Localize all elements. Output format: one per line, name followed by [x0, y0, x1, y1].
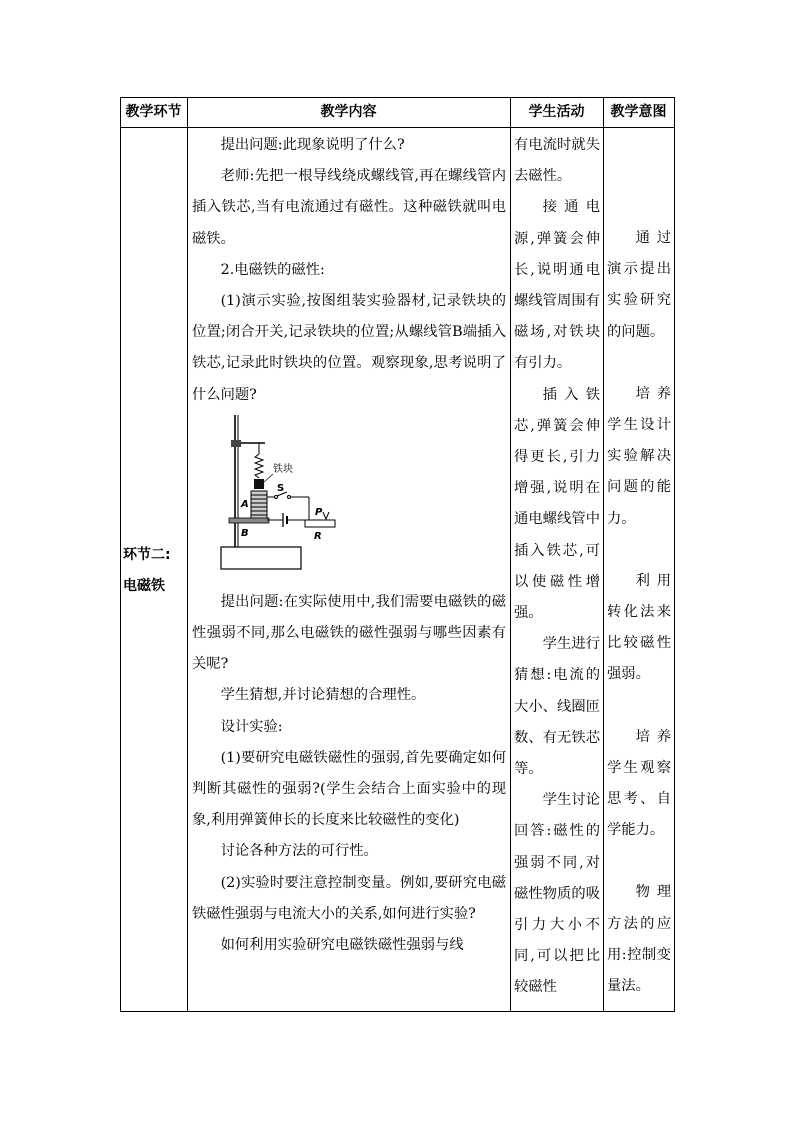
top-clamp [231, 440, 241, 447]
end-b-label: B [241, 528, 249, 539]
switch-label: S [277, 483, 285, 494]
header-stage: 教学环节 [125, 104, 182, 120]
column-divider-2 [510, 97, 511, 1012]
lower-clamp [229, 518, 269, 523]
rheostat-slider [323, 512, 329, 519]
activity-paragraph: 接通电源,弹簧会伸长,说明通电螺线管周围有磁场,对铁块有引力。 [514, 199, 600, 372]
content-paragraph: 老师:先把一根导线绕成螺线管,再在螺线管内插入铁芯,当有电流通过有磁性。这种磁铁就叫电磁铁。 [192, 168, 506, 247]
content-paragraphs-bottom [192, 587, 506, 961]
activity-paragraph: 有电流时就失去磁性。 [514, 137, 600, 185]
activity-paragraph: 学生讨论回答:磁性的强弱不同,对磁性物质的吸引力大小不同,可以把比较磁性 [514, 792, 600, 996]
teaching-intent-column [607, 130, 671, 1002]
column-divider-1 [187, 97, 188, 1012]
content-paragraph: 如何利用实验研究电磁铁磁性强弱与线 [220, 937, 464, 954]
intent-paragraphs [607, 223, 671, 1002]
lesson-table [120, 97, 675, 1012]
intent-paragraph: 物理方法的应用:控制变量法。 [607, 884, 671, 995]
intent-paragraph: 利用转化法来比较磁性强弱。 [607, 572, 671, 683]
table-border-bottom [120, 1011, 675, 1012]
rheostat-label: R [314, 531, 322, 542]
activity-paragraph: 学生进行猜想:电流的大小、线圈匝数、有无铁芯等。 [514, 636, 600, 778]
stand-base [221, 547, 301, 569]
header-divider [120, 127, 675, 128]
solenoid-coils [251, 495, 267, 519]
stage-label-line1: 环节二: [123, 547, 171, 563]
spring [255, 454, 263, 478]
activity-paragraph: 插入铁芯,弹簧会伸得更长,引力增强,说明在通电螺线管中插入铁芯,可以使磁性增强。 [514, 386, 600, 622]
content-paragraph: 提出问题:此现象说明了什么? [220, 137, 405, 153]
content-paragraph: (2)实验时要注意控制变量。例如,要研究电磁铁磁性强弱与电流大小的关系,如何进行实验? [192, 874, 506, 922]
student-activity-column [514, 130, 600, 1004]
column-divider-3 [603, 97, 604, 1012]
iron-block-label: 铁块 [273, 464, 293, 475]
content-paragraphs-top [192, 130, 506, 411]
content-paragraph: 2.电磁铁的磁性: [220, 261, 325, 278]
intent-paragraph: 通过演示提出实验研究的问题。 [607, 230, 671, 340]
table-border-left [120, 97, 121, 1012]
content-paragraph: 设计实验: [220, 718, 283, 735]
rheostat [305, 520, 335, 527]
header-student-activity: 学生活动 [528, 104, 585, 120]
end-a-label: A [241, 499, 249, 510]
content-paragraph: 提出问题:在实际使用中,我们需要电磁铁的磁性强弱不同,那么电磁铁的磁性强弱与哪些因素有关呢? [192, 593, 506, 673]
slider-label: P [315, 507, 323, 518]
content-paragraph: 讨论各种方法的可行性。 [220, 843, 378, 860]
iron-block [254, 479, 264, 489]
header-teaching-intent: 教学意图 [610, 104, 667, 120]
intent-top-spacer [607, 130, 671, 223]
iron-label-leader [264, 474, 273, 482]
content-paragraph: (1)要研究电磁铁磁性的强弱,首先要确定如何判断其磁性的强弱?(学生会结合上面实验中的现象,利用弹簧伸长的长度来比较磁性的变化) [192, 749, 506, 829]
stage-label-line2: 电磁铁 [123, 578, 165, 594]
apparatus-svg [215, 412, 345, 582]
electromagnet-apparatus-figure [215, 412, 345, 582]
content-paragraph: 学生猜想,并讨论猜想的合理性。 [220, 687, 426, 704]
table-border-right [674, 97, 675, 1012]
intent-paragraph: 培养学生设计实验解决问题的能力。 [607, 385, 671, 527]
content-paragraph: (1)演示实验,按图组装实验器材,记录铁块的位置;闭合开关,记录铁块的位置;从螺线管B端插入铁芯,记录此时铁块的位置。观察现象,思考说明了什么问题? [192, 293, 506, 403]
header-content: 教学内容 [320, 104, 377, 120]
intent-paragraph: 培养学生观察思考、自学能力。 [607, 728, 671, 839]
